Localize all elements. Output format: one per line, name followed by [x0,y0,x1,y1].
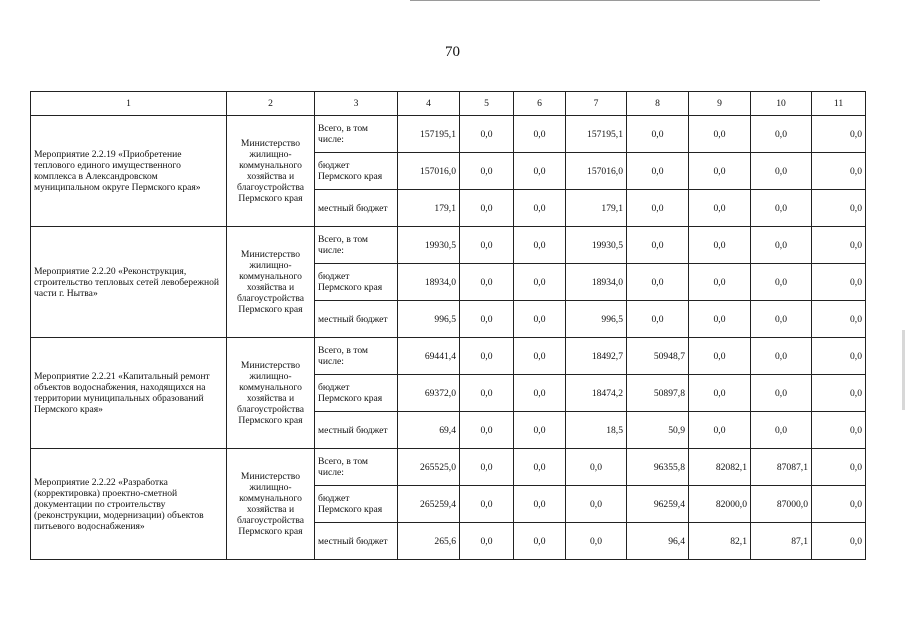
header-cell: 7 [566,92,627,116]
value-cell: 265,6 [398,523,460,560]
funding-source: Всего, в том числе: [315,449,398,486]
value-cell: 50897,8 [627,375,689,412]
header-cell: 8 [627,92,689,116]
value-cell: 82,1 [689,523,751,560]
value-cell: 157195,1 [566,116,627,153]
value-cell: 0,0 [460,227,514,264]
value-cell: 0,0 [514,375,566,412]
value-cell: 0,0 [812,412,866,449]
value-cell: 0,0 [812,486,866,523]
value-cell: 0,0 [514,227,566,264]
value-cell: 0,0 [627,301,689,338]
value-cell: 87,1 [751,523,812,560]
value-cell: 82000,0 [689,486,751,523]
value-cell: 96355,8 [627,449,689,486]
value-cell: 0,0 [514,153,566,190]
value-cell: 0,0 [627,153,689,190]
value-cell: 0,0 [812,116,866,153]
funding-source: бюджет Пермского края [315,153,398,190]
value-cell: 0,0 [812,264,866,301]
table-row [31,449,866,486]
value-cell: 50,9 [627,412,689,449]
value-cell: 265259,4 [398,486,460,523]
value-cell: 69441,4 [398,338,460,375]
value-cell: 0,0 [627,264,689,301]
funding-source: Всего, в том числе: [315,227,398,264]
value-cell: 96259,4 [627,486,689,523]
value-cell: 18934,0 [566,264,627,301]
measure-name: Мероприятие 2.2.22 «Разработка (корректировка) проектно-сметной документации по строительству (реконструкции, модернизации) объектов питьевого водоснабжения» [31,449,227,560]
measure-name: Мероприятие 2.2.20 «Реконструкция, строительство тепловых сетей левобережной части г. Нытва» [31,227,227,338]
value-cell: 0,0 [751,412,812,449]
table-row [31,338,866,375]
value-cell: 18934,0 [398,264,460,301]
value-cell: 0,0 [460,190,514,227]
value-cell: 0,0 [460,486,514,523]
value-cell: 0,0 [689,301,751,338]
value-cell: 996,5 [566,301,627,338]
value-cell: 0,0 [812,523,866,560]
responsible-executor: Министерство жилищно-коммунального хозяйства и благоустройства Пермского края [227,227,315,338]
value-cell: 0,0 [751,338,812,375]
value-cell: 179,1 [566,190,627,227]
header-cell: 2 [227,92,315,116]
value-cell: 0,0 [689,375,751,412]
value-cell: 0,0 [751,116,812,153]
funding-source: местный бюджет [315,301,398,338]
value-cell: 82082,1 [689,449,751,486]
value-cell: 0,0 [460,264,514,301]
value-cell: 0,0 [812,375,866,412]
value-cell: 0,0 [566,523,627,560]
responsible-executor: Министерство жилищно-коммунального хозяйства и благоустройства Пермского края [227,338,315,449]
responsible-executor: Министерство жилищно-коммунального хозяйства и благоустройства Пермского края [227,116,315,227]
table-row [31,116,866,153]
funding-source: местный бюджет [315,412,398,449]
value-cell: 87087,1 [751,449,812,486]
value-cell: 87000,0 [751,486,812,523]
responsible-executor: Министерство жилищно-коммунального хозяйства и благоустройства Пермского края [227,449,315,560]
value-cell: 0,0 [812,153,866,190]
header-cell: 10 [751,92,812,116]
value-cell: 0,0 [627,116,689,153]
value-cell: 0,0 [751,190,812,227]
value-cell: 18,5 [566,412,627,449]
funding-source: местный бюджет [315,190,398,227]
value-cell: 0,0 [514,412,566,449]
value-cell: 0,0 [460,412,514,449]
value-cell: 0,0 [566,486,627,523]
value-cell: 0,0 [514,486,566,523]
value-cell: 0,0 [627,190,689,227]
value-cell: 69372,0 [398,375,460,412]
value-cell: 0,0 [514,338,566,375]
value-cell: 0,0 [460,523,514,560]
value-cell: 996,5 [398,301,460,338]
value-cell: 0,0 [460,449,514,486]
value-cell: 0,0 [812,190,866,227]
funding-source: Всего, в том числе: [315,116,398,153]
value-cell: 50948,7 [627,338,689,375]
value-cell: 0,0 [514,116,566,153]
value-cell: 0,0 [514,523,566,560]
value-cell: 0,0 [514,190,566,227]
value-cell: 0,0 [751,153,812,190]
value-cell: 0,0 [689,116,751,153]
header-cell: 1 [31,92,227,116]
header-cell: 9 [689,92,751,116]
funding-source: местный бюджет [315,523,398,560]
page-number: 70 [445,44,460,60]
value-cell: 157016,0 [566,153,627,190]
value-cell: 96,4 [627,523,689,560]
value-cell: 0,0 [460,375,514,412]
top-rule [410,0,820,1]
value-cell: 0,0 [566,449,627,486]
value-cell: 0,0 [812,227,866,264]
header-cell: 6 [514,92,566,116]
value-cell: 0,0 [460,153,514,190]
value-cell: 18492,7 [566,338,627,375]
value-cell: 0,0 [751,264,812,301]
value-cell: 157195,1 [398,116,460,153]
value-cell: 0,0 [627,227,689,264]
value-cell: 0,0 [689,153,751,190]
value-cell: 19930,5 [566,227,627,264]
value-cell: 0,0 [689,227,751,264]
value-cell: 0,0 [812,449,866,486]
measure-name: Мероприятие 2.2.19 «Приобретение теплового единого имущественного комплекса в Александровском муниципальном округе Пермского края» [31,116,227,227]
value-cell: 0,0 [514,301,566,338]
funding-source: бюджет Пермского края [315,264,398,301]
header-cell: 3 [315,92,398,116]
value-cell: 157016,0 [398,153,460,190]
value-cell: 0,0 [689,190,751,227]
value-cell: 0,0 [751,227,812,264]
value-cell: 0,0 [514,449,566,486]
budget-table [30,91,866,560]
value-cell: 0,0 [460,301,514,338]
value-cell: 0,0 [689,338,751,375]
value-cell: 0,0 [689,412,751,449]
value-cell: 0,0 [751,375,812,412]
value-cell: 0,0 [689,264,751,301]
value-cell: 179,1 [398,190,460,227]
table-row [31,227,866,264]
value-cell: 19930,5 [398,227,460,264]
value-cell: 265525,0 [398,449,460,486]
header-cell: 4 [398,92,460,116]
measure-name: Мероприятие 2.2.21 «Капитальный ремонт объектов водоснабжения, находящихся на территории муниципальных образований Пермского края» [31,338,227,449]
value-cell: 69,4 [398,412,460,449]
value-cell: 0,0 [514,264,566,301]
header-cell: 11 [812,92,866,116]
funding-source: Всего, в том числе: [315,338,398,375]
value-cell: 0,0 [812,338,866,375]
header-cell: 5 [460,92,514,116]
funding-source: бюджет Пермского края [315,375,398,412]
value-cell: 0,0 [460,338,514,375]
value-cell: 18474,2 [566,375,627,412]
header-row [31,92,866,116]
funding-source: бюджет Пермского края [315,486,398,523]
value-cell: 0,0 [812,301,866,338]
value-cell: 0,0 [751,301,812,338]
value-cell: 0,0 [460,116,514,153]
